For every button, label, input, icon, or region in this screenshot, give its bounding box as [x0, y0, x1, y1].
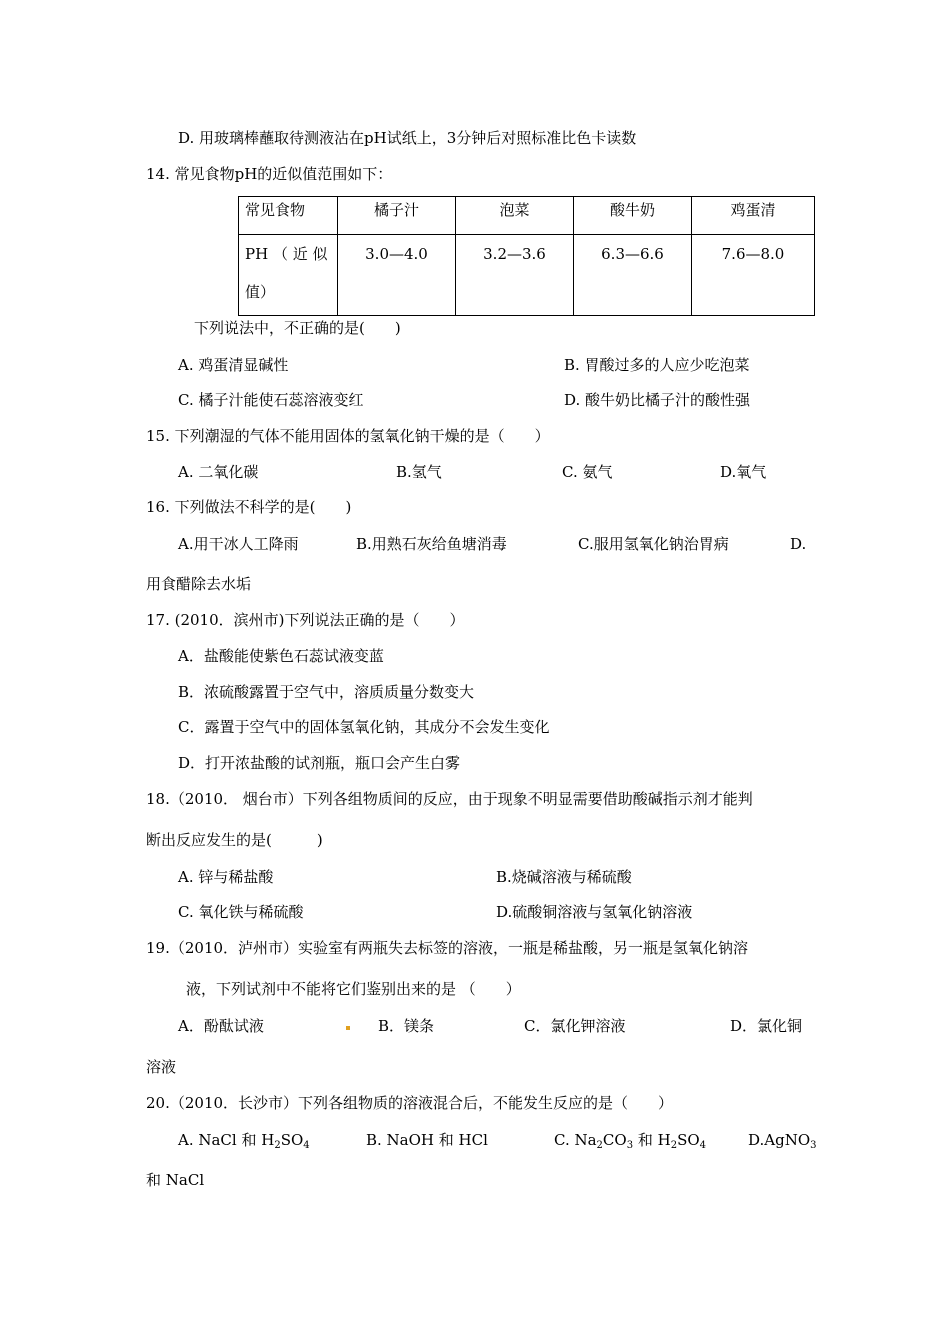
- q20-option-a-text: A. NaCl 和 H: [178, 1131, 275, 1149]
- table-header-row: [239, 197, 815, 235]
- q14-stem: 14. 常见食物pH的近似值范围如下：: [146, 165, 393, 183]
- q20-option-c-text: C. Na: [554, 1131, 597, 1149]
- q14-option-d: D. 酸牛奶比橘子汁的酸性强: [564, 391, 751, 409]
- subscript: 2: [670, 1140, 678, 1151]
- q15-option-c: C. 氨气: [562, 463, 613, 481]
- q17-option-d: D．打开浓盐酸的试剂瓶，瓶口会产生白雾: [178, 754, 461, 772]
- q15-stem: 15. 下列潮湿的气体不能用固体的氢氧化钠干燥的是（ ）: [146, 427, 550, 445]
- q18-option-c: C. 氧化铁与稀硫酸: [178, 903, 304, 921]
- q16-option-a: A.用干冰人工降雨: [178, 535, 299, 553]
- q17-option-b: B．浓硫酸露置于空气中，溶质质量分数变大: [178, 683, 475, 701]
- q16-option-d-text: 用食醋除去水垢: [146, 575, 252, 593]
- q19-option-c: C．氯化钾溶液: [524, 1017, 626, 1035]
- row-label-line: PH （ 近 似: [245, 245, 328, 263]
- q18-stem-line2: 断出反应发生的是( ): [146, 831, 323, 849]
- q18-option-d: D.硫酸铜溶液与氢氧化钠溶液: [496, 903, 693, 921]
- q16-option-c: C.服用氢氧化钠治胃病: [578, 535, 729, 553]
- q20-option-d-text: D.AgNO: [748, 1131, 811, 1149]
- subscript: 4: [699, 1140, 707, 1151]
- subscript: 3: [626, 1140, 634, 1151]
- q20-option-d: [748, 1130, 817, 1150]
- q20-option-b: B. NaOH 和 HCl: [366, 1131, 488, 1149]
- q16-option-d-label: D.: [790, 535, 807, 553]
- table-header-cell: 橘子汁: [338, 197, 456, 235]
- subscript: 2: [596, 1140, 603, 1151]
- q14-option-a: A. 鸡蛋清显碱性: [178, 356, 289, 374]
- q16-stem: 16. 下列做法不科学的是( ): [146, 498, 352, 516]
- q20-option-c: [554, 1130, 706, 1150]
- q19-option-d-tail: 溶液: [146, 1058, 177, 1076]
- table-row: [239, 235, 815, 316]
- formula-part: 和 H: [633, 1131, 671, 1149]
- q19-option-a: A．酚酞试液: [178, 1017, 264, 1035]
- table-header-cell: 泡菜: [456, 197, 574, 235]
- q20-stem: 20.（2010．长沙市）下列各组物质的溶液混合后，不能发生反应的是（ ）: [146, 1094, 674, 1112]
- formula-part: CO: [602, 1131, 627, 1149]
- q14-option-c: C. 橘子汁能使石蕊溶液变红: [178, 391, 364, 409]
- table-cell: 3.0—4.0: [338, 235, 456, 316]
- q16-option-b: B.用熟石灰给鱼塘消毒: [356, 535, 507, 553]
- q17-option-a: A．盐酸能使紫色石蕊试液变蓝: [178, 647, 384, 665]
- food-ph-table: [238, 196, 815, 316]
- subscript: 4: [303, 1140, 310, 1151]
- q14-option-b: B. 胃酸过多的人应少吃泡菜: [564, 356, 750, 374]
- formula-part: SO: [677, 1131, 700, 1149]
- table-cell: 3.2—3.6: [456, 235, 574, 316]
- q20-option-a: [178, 1130, 310, 1150]
- q18-option-b: B.烧碱溶液与稀硫酸: [496, 868, 632, 886]
- formula-part: SO: [280, 1131, 304, 1149]
- table-cell: 6.3—6.6: [574, 235, 692, 316]
- q14-question: 下列说法中，不正确的是( ): [194, 319, 401, 337]
- q17-option-c: C．露置于空气中的固体氢氧化钠，其成分不会发生变化: [178, 718, 550, 736]
- subscript: 3: [810, 1140, 817, 1151]
- table-row-label: [239, 235, 338, 316]
- table-header-cell: 酸牛奶: [574, 197, 692, 235]
- q15-option-d: D.氧气: [720, 463, 767, 481]
- q15-option-a: A. 二氧化碳: [178, 463, 259, 481]
- q17-stem: 17. (2010．滨州市)下列说法正确的是（ ）: [146, 611, 465, 629]
- q19-option-b: B．镁条: [378, 1017, 435, 1035]
- stray-dot-mark: [346, 1026, 350, 1030]
- row-label-line: 值）: [245, 283, 276, 301]
- q13-option-d: D. 用玻璃棒蘸取待测液沾在pH试纸上，3分钟后对照标准比色卡读数: [178, 129, 637, 147]
- table-header-cell: 常见食物: [239, 197, 338, 235]
- q19-stem-line2: 液，下列试剂中不能将它们鉴别出来的是 （ ）: [186, 980, 521, 998]
- q19-stem-line1: 19.（2010．泸州市）实验室有两瓶失去标签的溶液，一瓶是稀盐酸，另一瓶是氢氧化钠溶: [146, 939, 749, 957]
- subscript: 2: [274, 1140, 281, 1151]
- q18-option-a: A. 锌与稀盐酸: [178, 868, 274, 886]
- table-header-cell: 鸡蛋清: [692, 197, 815, 235]
- q15-option-b: B.氢气: [396, 463, 442, 481]
- table-cell: 7.6—8.0: [692, 235, 815, 316]
- q19-option-d: D．氯化铜: [730, 1017, 803, 1035]
- q20-option-d-tail: 和 NaCl: [146, 1171, 205, 1189]
- q18-stem-line1: 18.（2010． 烟台市）下列各组物质间的反应，由于现象不明显需要借助酸碱指示剂才能判: [146, 790, 753, 808]
